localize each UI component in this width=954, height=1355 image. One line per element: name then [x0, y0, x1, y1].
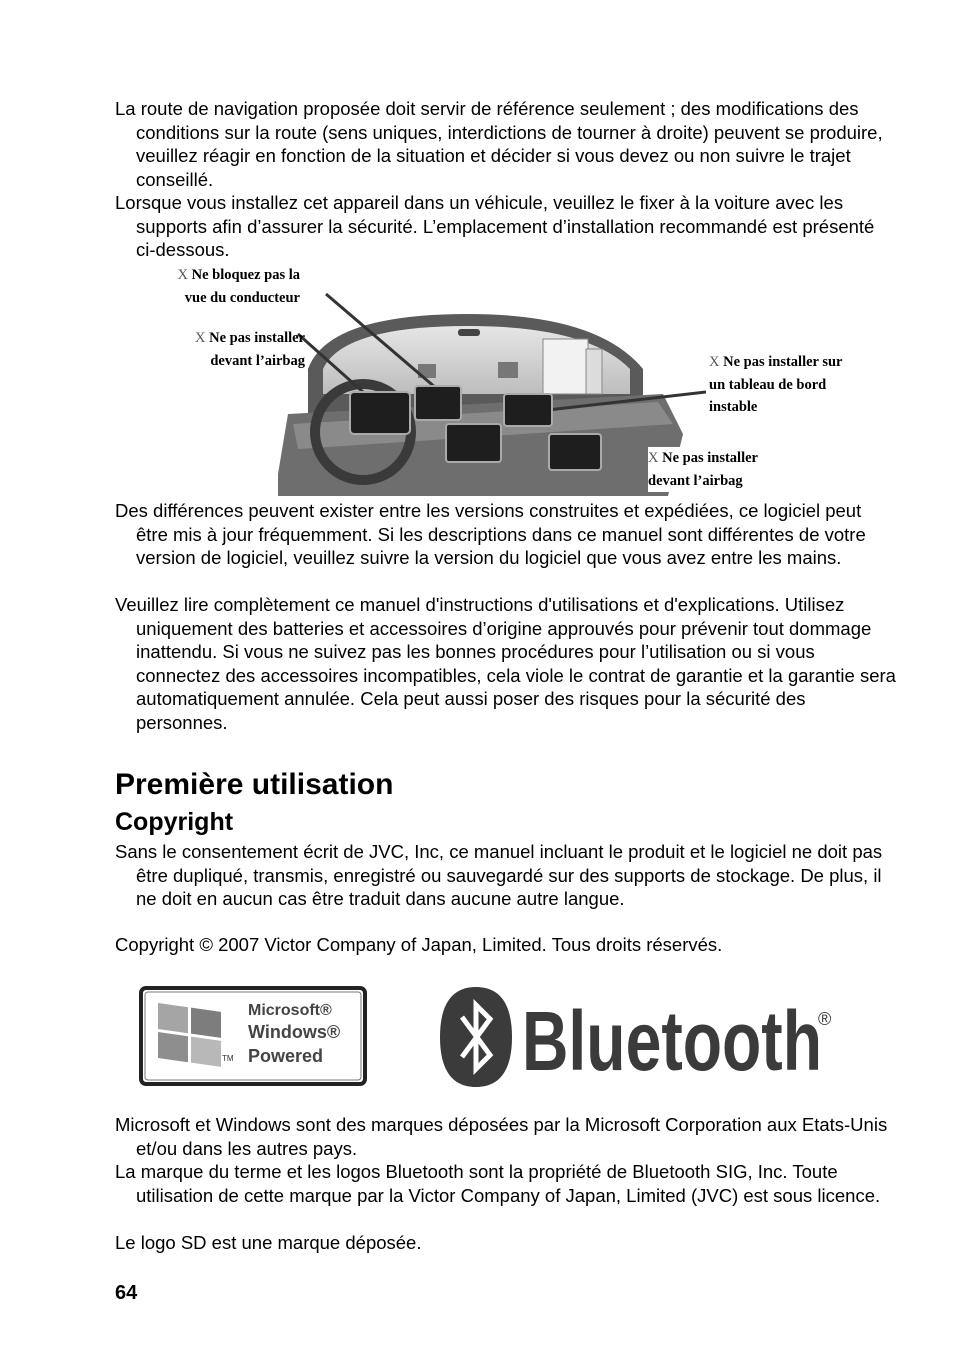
svg-text:Powered: Powered [248, 1046, 324, 1066]
svg-text:Windows®: Windows® [248, 1022, 341, 1042]
windows-powered-logo [138, 985, 368, 1087]
callout-unstable-dashboard: X Ne pas installer sur un tableau de bord instable [709, 354, 843, 415]
page-number: 64 [115, 1282, 138, 1304]
callout-driver-view: X Ne bloquez pas la vue du conducteur [177, 267, 300, 306]
bluetooth-logo [438, 985, 838, 1089]
paragraph-version-differences: Des différences peuvent exister entre les versions construites et expédiées, ce logiciel peut être mis à jour fréquemment. Si les descriptions dans ce manuel sont différentes de votre version de logiciel, veuillez suivre la version du logiciel que vous avez entre les mains. [115, 500, 866, 568]
svg-text:TM: TM [222, 1054, 234, 1063]
paragraph-navigation-route: La route de navigation proposée doit servir de référence seulement ; des modifications des conditions sur la route (sens uniques, interdictions de tourner à droite) peuvent se produire, veuillez réagir en fonction de la situation et décider si vous devez ou non suivre le trajet conseillé. [115, 98, 883, 190]
svg-text:Microsoft®: Microsoft® [248, 1002, 332, 1019]
paragraph-read-manual: Veuillez lire complètement ce manuel d'instructions d'utilisations et d'explications. Utilisez uniquement des batteries et accessoires d’origine approuvés pour prévenir tout dommage inattendu. Si vous ne suivez pas les bonnes procédures pour l’utilisation ou si vous connectez des accessoires incompatibles, cela viole le contrat de garantie et la garantie sera automatiquement annulée. Cela peut aussi poser des risques pour la sécurité des personnes. [115, 594, 896, 733]
car-dashboard-illustration [268, 274, 706, 496]
paragraph-bluetooth-trademark: La marque du terme et les logos Bluetooth sont la propriété de Bluetooth SIG, Inc. Toute utilisation de cette marque par la Victor Company of Japan, Limited (JVC) est sous licence. [115, 1161, 881, 1206]
heading-first-use: Première utilisation [115, 768, 394, 801]
svg-text:Bluetooth: Bluetooth [522, 994, 822, 1088]
paragraph-sd-trademark: Le logo SD est une marque déposée. [115, 1232, 422, 1253]
callout-airbag-right: X Ne pas installer devant l’airbag [648, 447, 798, 492]
paragraph-microsoft-trademark: Microsoft et Windows sont des marques déposées par la Microsoft Corporation aux Etats-Unis et/ou dans les autres pays. [115, 1114, 888, 1159]
paragraph-copyright-consent: Sans le consentement écrit de JVC, Inc, ce manuel incluant le produit et le logiciel ne doit pas être dupliqué, transmis, enregistré ou sauvegardé sur des supports de stockage. De plus, il ne doit en aucun cas être traduit dans aucune autre langue. [115, 841, 883, 909]
callout-airbag-left: X Ne pas installer devant l’airbag [195, 330, 305, 369]
heading-copyright: Copyright [115, 808, 234, 836]
svg-text:®: ® [818, 1009, 832, 1029]
paragraph-installation: Lorsque vous installez cet appareil dans un véhicule, veuillez le fixer à la voiture avec les supports afin d’assurer la sécurité. L’emplacement d’installation recommandé est présenté ci-dessous. [115, 192, 875, 260]
paragraph-copyright-notice: Copyright © 2007 Victor Company of Japan, Limited. Tous droits réservés. [115, 934, 723, 955]
